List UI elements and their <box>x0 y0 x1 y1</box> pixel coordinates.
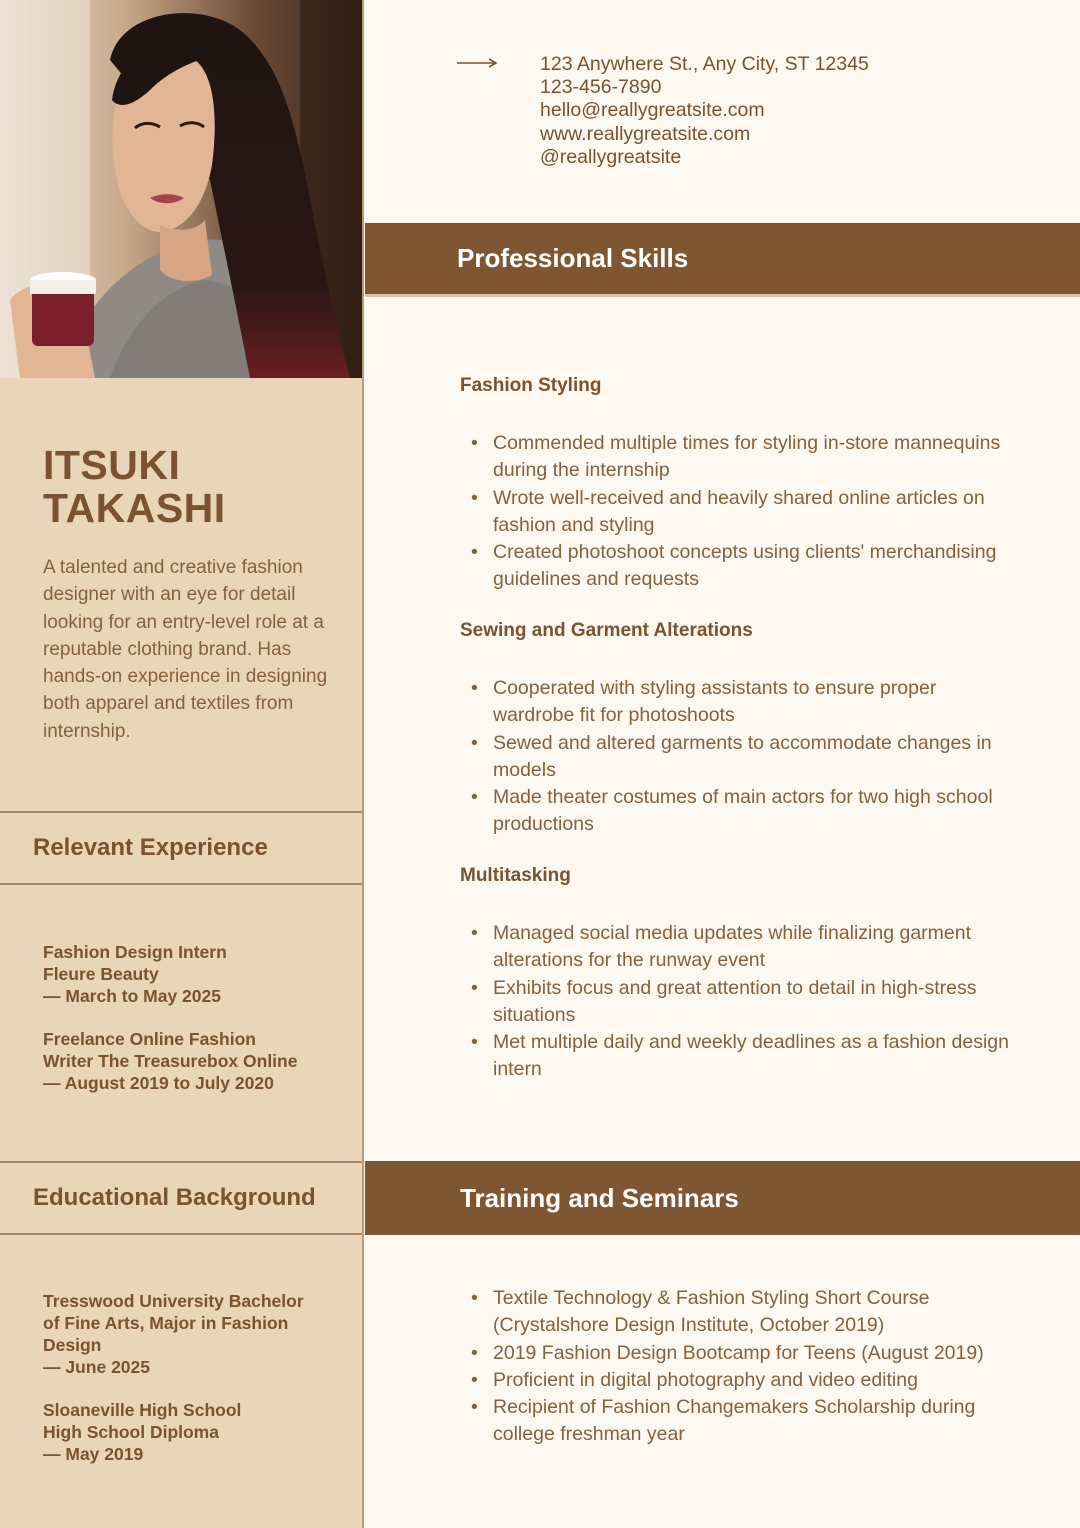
training-item: • Recipient of Fashion Changemakers Scholarship during college freshman year <box>460 1394 1010 1449</box>
contact-email: hello@reallygreatsite.com <box>540 99 765 122</box>
experience-entry-text: Fashion Design Intern Fleure Beauty — March to May 2025 <box>43 942 227 1006</box>
profile-summary: A talented and creative fashion designer with an eye for detail looking for an entry-level role at a reputable clothing brand. Has hands-on experience in designing both apparel and textiles from internship. <box>43 557 328 742</box>
experience-entry-text: Freelance Online Fashion Writer The Treasurebox Online — August 2019 to July 2020 <box>43 1029 298 1093</box>
skill-group <box>460 375 1020 594</box>
skill-item: • Made theater costumes of main actors for two high school productions <box>460 784 1010 839</box>
experience-entry <box>43 941 343 1007</box>
section-heading-education: Educational Background <box>0 1161 362 1235</box>
left-panel <box>0 0 364 1528</box>
contact-address: 123 Anywhere St., Any City, ST 12345 <box>540 53 869 75</box>
first-name: ITSUKI <box>43 442 181 488</box>
skill-list <box>460 920 1020 1084</box>
skill-item: • Created photoshoot concepts using clients' merchandising guidelines and requests <box>460 539 1010 594</box>
skill-item: • Met multiple daily and weekly deadlines as a fashion design intern <box>460 1029 1010 1084</box>
section-heading-skills: Professional Skills <box>365 223 1080 297</box>
skill-item: • Exhibits focus and great attention to detail in high-stress situations <box>460 975 1010 1030</box>
skill-group-title: Multitasking <box>460 865 571 886</box>
skill-list <box>460 430 1020 594</box>
training-item: • 2019 Fashion Design Bootcamp for Teens (August 2019) <box>460 1340 1010 1367</box>
contact-info <box>540 53 869 169</box>
skill-group <box>460 865 1020 1084</box>
education-entry-text: Sloaneville High School High School Diploma — May 2019 <box>43 1400 242 1464</box>
education-entry <box>43 1399 343 1465</box>
skill-item: • Cooperated with styling assistants to ensure proper wardrobe fit for photoshoots <box>460 675 1010 730</box>
education-entry-text: Tresswood University Bachelor of Fine Arts, Major in Fashion Design — June 2025 <box>43 1291 304 1377</box>
skill-item: • Managed social media updates while finalizing garment alterations for the runway event <box>460 920 1010 975</box>
skill-group-title: Fashion Styling <box>460 375 602 396</box>
skill-item: • Commended multiple times for styling in-store mannequins during the internship <box>460 430 1010 485</box>
skill-group <box>460 620 1020 839</box>
training-item: • Proficient in digital photography and video editing <box>460 1367 1010 1394</box>
profile-photo <box>0 0 362 378</box>
contact-website: www.reallygreatsite.com <box>540 122 751 145</box>
training-list <box>460 1285 1020 1449</box>
training-item: • Textile Technology & Fashion Styling Short Course (Crystalshore Design Institute, October 2019) <box>460 1285 1010 1340</box>
skill-list <box>460 675 1020 839</box>
education-entry <box>43 1290 343 1378</box>
contact-social: @reallygreatsite <box>540 145 682 168</box>
skill-item: • Sewed and altered garments to accommodate changes in models <box>460 730 1010 785</box>
training-section <box>460 1285 1020 1449</box>
skill-group-title: Sewing and Garment Alterations <box>460 620 753 641</box>
skill-item: • Wrote well-received and heavily shared online articles on fashion and styling <box>460 485 1010 540</box>
section-heading-experience: Relevant Experience <box>0 811 362 885</box>
last-name: TAKASHI <box>43 485 226 531</box>
candidate-name <box>43 444 226 530</box>
section-heading-training: Training and Seminars <box>365 1161 1080 1235</box>
experience-entry <box>43 1028 343 1094</box>
arrow-right-icon <box>456 55 498 71</box>
contact-phone: 123-456-7890 <box>540 76 662 99</box>
